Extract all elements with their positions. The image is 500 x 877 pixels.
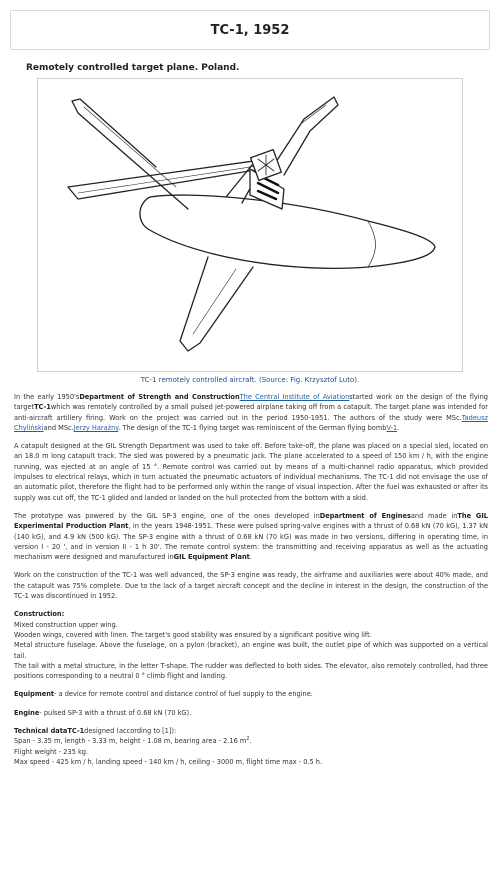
link-chylinski[interactable]: Tadeusz Chyliński [14, 413, 488, 432]
text: started work on the design of the flying target [14, 393, 488, 412]
text: In the early 1950's [14, 393, 80, 401]
aircraft-drawing [38, 79, 464, 373]
text: and made in [410, 511, 458, 520]
tech-suffix: designed (according to [1]): [84, 727, 177, 736]
tech-data-section [14, 726, 488, 767]
construction-section [14, 609, 488, 681]
paragraph-history [14, 392, 488, 433]
engine-tube [274, 97, 338, 175]
paragraph-engine [14, 511, 488, 562]
page-title: TC-1, 1952 [210, 22, 290, 38]
text: . [249, 553, 252, 562]
article-body [14, 392, 488, 767]
model-name: TC-1 [34, 403, 51, 412]
paragraph-catapult: A catapult designed at the GIL Strength Department was used to take off. Before take-off, the plane was placed on a special sled, located on an 18.0 m long catapult track. The sled was powered by a pneumatic jack. The plane accelerated to a speed of 150 km / h, with the engine running, was ejected at an angle of 15 °. Remote control was carried out by means of a multi-channel radio apparatus, which provided impulses to electrical relays, which in turn actuated the pneumatic actuators of individual mechanisms. The TC-1 did not envisage the use of an automatic pilot, therefore the flight had to be performed only within the range of visual inspection. After the fuel was exhausted or after its supply was cut off, the TC-1 glided and landed or landed on the hull protected from the bottom with a skid. [14, 442, 488, 502]
dept-engines: Department of Engines [319, 511, 411, 520]
title-bar [10, 10, 490, 50]
tech-model: TC-1 [67, 727, 85, 736]
equipment-plant: GIL Equipment Plant [173, 553, 250, 562]
dept-strength: Department of Strength and Construction [79, 393, 240, 401]
text: . [397, 423, 400, 432]
equipment-section [14, 689, 488, 699]
subtitle: Remotely controlled target plane. Poland. [26, 63, 240, 73]
figure-caption: TC-1 remotely controlled aircraft. (Source: Fig. Krzysztof Luto). [140, 376, 360, 384]
engine-text: - pulsed SP-3 with a thrust of 0.68 kN (70 kG). [39, 708, 192, 717]
construction-line: Wooden wings, covered with linen. The target's good stability was ensured by a significant positive wing lift. [14, 630, 372, 639]
construction-line: Mixed construction upper wing. [14, 620, 118, 629]
tech-speed: Max speed - 425 km / h, landing speed - 140 km / h, ceiling - 3000 m, flight time max - 0.5 h. [14, 757, 323, 766]
construction-line: The tail with a metal structure, in the letter T-shape. The rudder was deflected to both sides. The elevator, also remotely controlled, had three positions corresponding to a neutral 0 ° climb flight and landing. [14, 661, 488, 681]
engine-section [14, 708, 488, 718]
construction-line: Metal structure fuselage. Above the fuselage, on a pylon (bracket), an engine was built, the outlet pipe of which was supported on a vertical tail. [14, 641, 488, 660]
text: and MSc. [43, 423, 74, 432]
text: . The design of the TC-1 flying target was reminiscent of the German flying bomb [118, 423, 387, 432]
tech-span-end: . [249, 737, 252, 746]
aircraft-figure [37, 78, 463, 372]
construction-heading: Construction: [14, 610, 65, 619]
tech-heading: Technical data [14, 727, 68, 736]
text: , in the years 1948-1951. These were pulsed spring-valve engines with a thrust of 0.68 kN (70 kG), 1.37 kN (140 kG), and 4.9 kN (500 kG). The SP-3 engine with a thrust of 0.68 kN (70 kG) was made in two versions, differing in operating time, in version I - 20 ', and in version II - 1 h 30'. The remote control system: the transmitting and receiving apparatus as well as the actuating mechanism were designed and manufactured in [14, 522, 488, 562]
engine-heading: Engine [14, 708, 40, 717]
tech-span: Span - 3.35 m, length - 3.33 m, height - 1.08 m, bearing area - 2.16 m [14, 737, 247, 746]
equipment-heading: Equipment [14, 690, 55, 699]
link-v1[interactable]: V-1 [386, 423, 398, 432]
text: The prototype was powered by the GIL SP-3 engine, one of the ones developed in [14, 511, 320, 520]
equipment-text: - a device for remote control and distance control of fuel supply to the engine. [54, 690, 313, 699]
tech-weight: Flight weight - 235 kg. [14, 747, 89, 756]
link-central-institute[interactable]: The Central Institute of Aviation [239, 393, 350, 401]
link-harazny[interactable]: Jerzy Harażny [73, 423, 119, 432]
wing-left [72, 99, 188, 209]
text: which was remotely controlled by a small pulsed jet-powered airplane taking off from a catapult. The target plane was intended for anti-aircraft artillery firing. Work on the project was carried out in the period 1950-1951. The authors of the study were MSc. [14, 403, 488, 422]
tech-sup: 2 [246, 736, 250, 743]
wing-right [180, 257, 253, 351]
experimental-plant: The GIL Experimental Production Plant [14, 511, 488, 531]
paragraph-status: Work on the construction of the TC-1 was well advanced, the SP-3 engine was ready, the airframe and auxiliaries were about 40% made, and the catapult was 75% complete. Due to the lack of a target aircraft concept and the decline in interest in the design, the construction of the TC-1 was discontinued in 1952. [14, 571, 488, 601]
